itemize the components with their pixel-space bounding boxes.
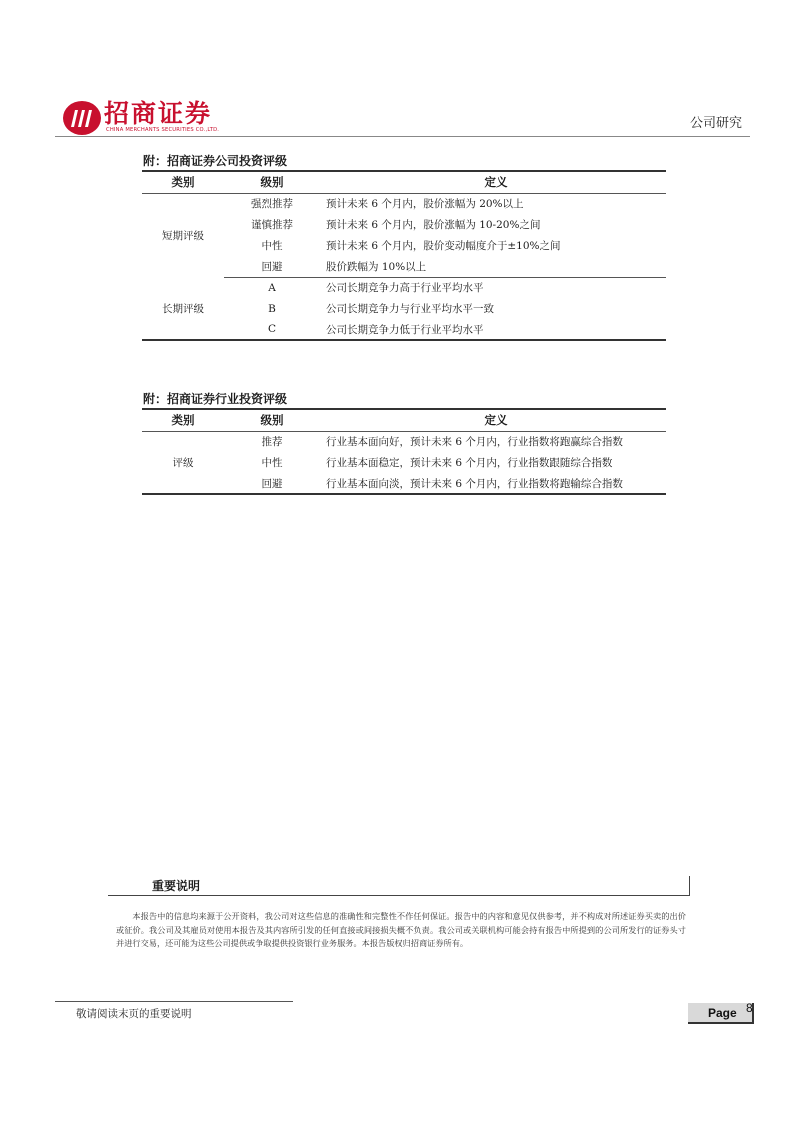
important-notice-header: [108, 876, 690, 896]
document-type-label: 公司研究: [689, 116, 742, 131]
table-row: [142, 277, 666, 298]
level-cell: 回避: [224, 473, 320, 494]
industry-rating-table: [142, 408, 666, 495]
page-number: 8: [746, 1001, 753, 1015]
level-cell: C: [224, 319, 320, 340]
important-notice-text: 本报告中的信息均来源于公开资料，我公司对这些信息的准确性和完整性不作任何保证。报告中的内容和意见仅供参考，并不构成对所述证券买卖的出价或征价。我公司及其雇员对使用本报告及其内容所引发的任何直接或间接损失概不负责。我公司或关联机构可能会持有报告中所提到的公司所发行的证券头寸并进行交易，还可能为这些公司提供或争取提供投资银行业务服务。本报告版权归招商证券所有。: [116, 911, 686, 949]
definition-cell: 行业基本面向淡，预计未来 6 个月内，行业指数将跑输综合指数: [320, 473, 666, 494]
header-level: 级别: [224, 171, 320, 193]
page-label: Page: [708, 1006, 737, 1020]
china-merchants-logo-icon: [62, 100, 102, 136]
category-cell: 评级: [142, 431, 224, 494]
level-cell: 中性: [261, 240, 283, 252]
level-cell: 强烈推荐: [251, 198, 293, 211]
header-category: 类别: [142, 171, 224, 193]
level-cell: 回避: [224, 256, 320, 277]
table-header-row: [142, 409, 666, 431]
company-logo: [62, 99, 220, 140]
header-divider: [55, 136, 750, 137]
definition-cell: 预计未来 6 个月内，股价涨幅为 20%以上: [326, 198, 524, 211]
footer-divider: [55, 1001, 293, 1002]
header-definition: 定义: [320, 171, 666, 193]
company-rating-title: 附：招商证券公司投资评级: [143, 154, 288, 168]
level-cell: 推荐: [261, 436, 283, 449]
definition-cell: 公司长期竞争力与行业平均水平一致: [326, 303, 494, 315]
definition-cell: 股价跌幅为 10%以上: [320, 256, 666, 277]
level-cell: B: [268, 302, 276, 315]
header-definition: 定义: [320, 409, 666, 431]
definition-cell: 行业基本面向好，预计未来 6 个月内，行业指数将跑赢综合指数: [326, 436, 623, 449]
logo-chinese-name: 招商证券: [104, 99, 213, 128]
logo-english-name: CHINA MERCHANTS SECURITIES CO.,LTD.: [106, 127, 220, 133]
definition-cell: 公司长期竞争力低于行业平均水平: [320, 319, 666, 340]
definition-cell: 预计未来 6 个月内，股价变动幅度介于±10%之间: [326, 240, 561, 252]
definition-cell: 预计未来 6 个月内，股价涨幅为 10-20%之间: [326, 219, 541, 231]
category-cell: 短期评级: [162, 229, 204, 242]
header-level: 级别: [224, 409, 320, 431]
industry-rating-title: 附：招商证券行业投资评级: [143, 392, 288, 406]
table-row: [142, 193, 666, 214]
footer-note: 敬请阅读末页的重要说明: [76, 1008, 192, 1020]
category-cell: 长期评级: [142, 277, 224, 340]
important-notice-title: 重要说明: [152, 879, 201, 893]
definition-cell: 行业基本面稳定，预计未来 6 个月内，行业指数跟随综合指数: [326, 457, 613, 469]
table-row: [142, 431, 666, 452]
definition-cell: 公司长期竞争力高于行业平均水平: [326, 282, 484, 295]
company-rating-table: [142, 170, 666, 341]
level-cell: A: [268, 281, 276, 294]
page-indicator: [688, 1003, 754, 1024]
level-cell: 谨慎推荐: [251, 219, 293, 231]
header-category: 类别: [142, 409, 224, 431]
level-cell: 中性: [261, 457, 283, 469]
table-header-row: [142, 171, 666, 193]
